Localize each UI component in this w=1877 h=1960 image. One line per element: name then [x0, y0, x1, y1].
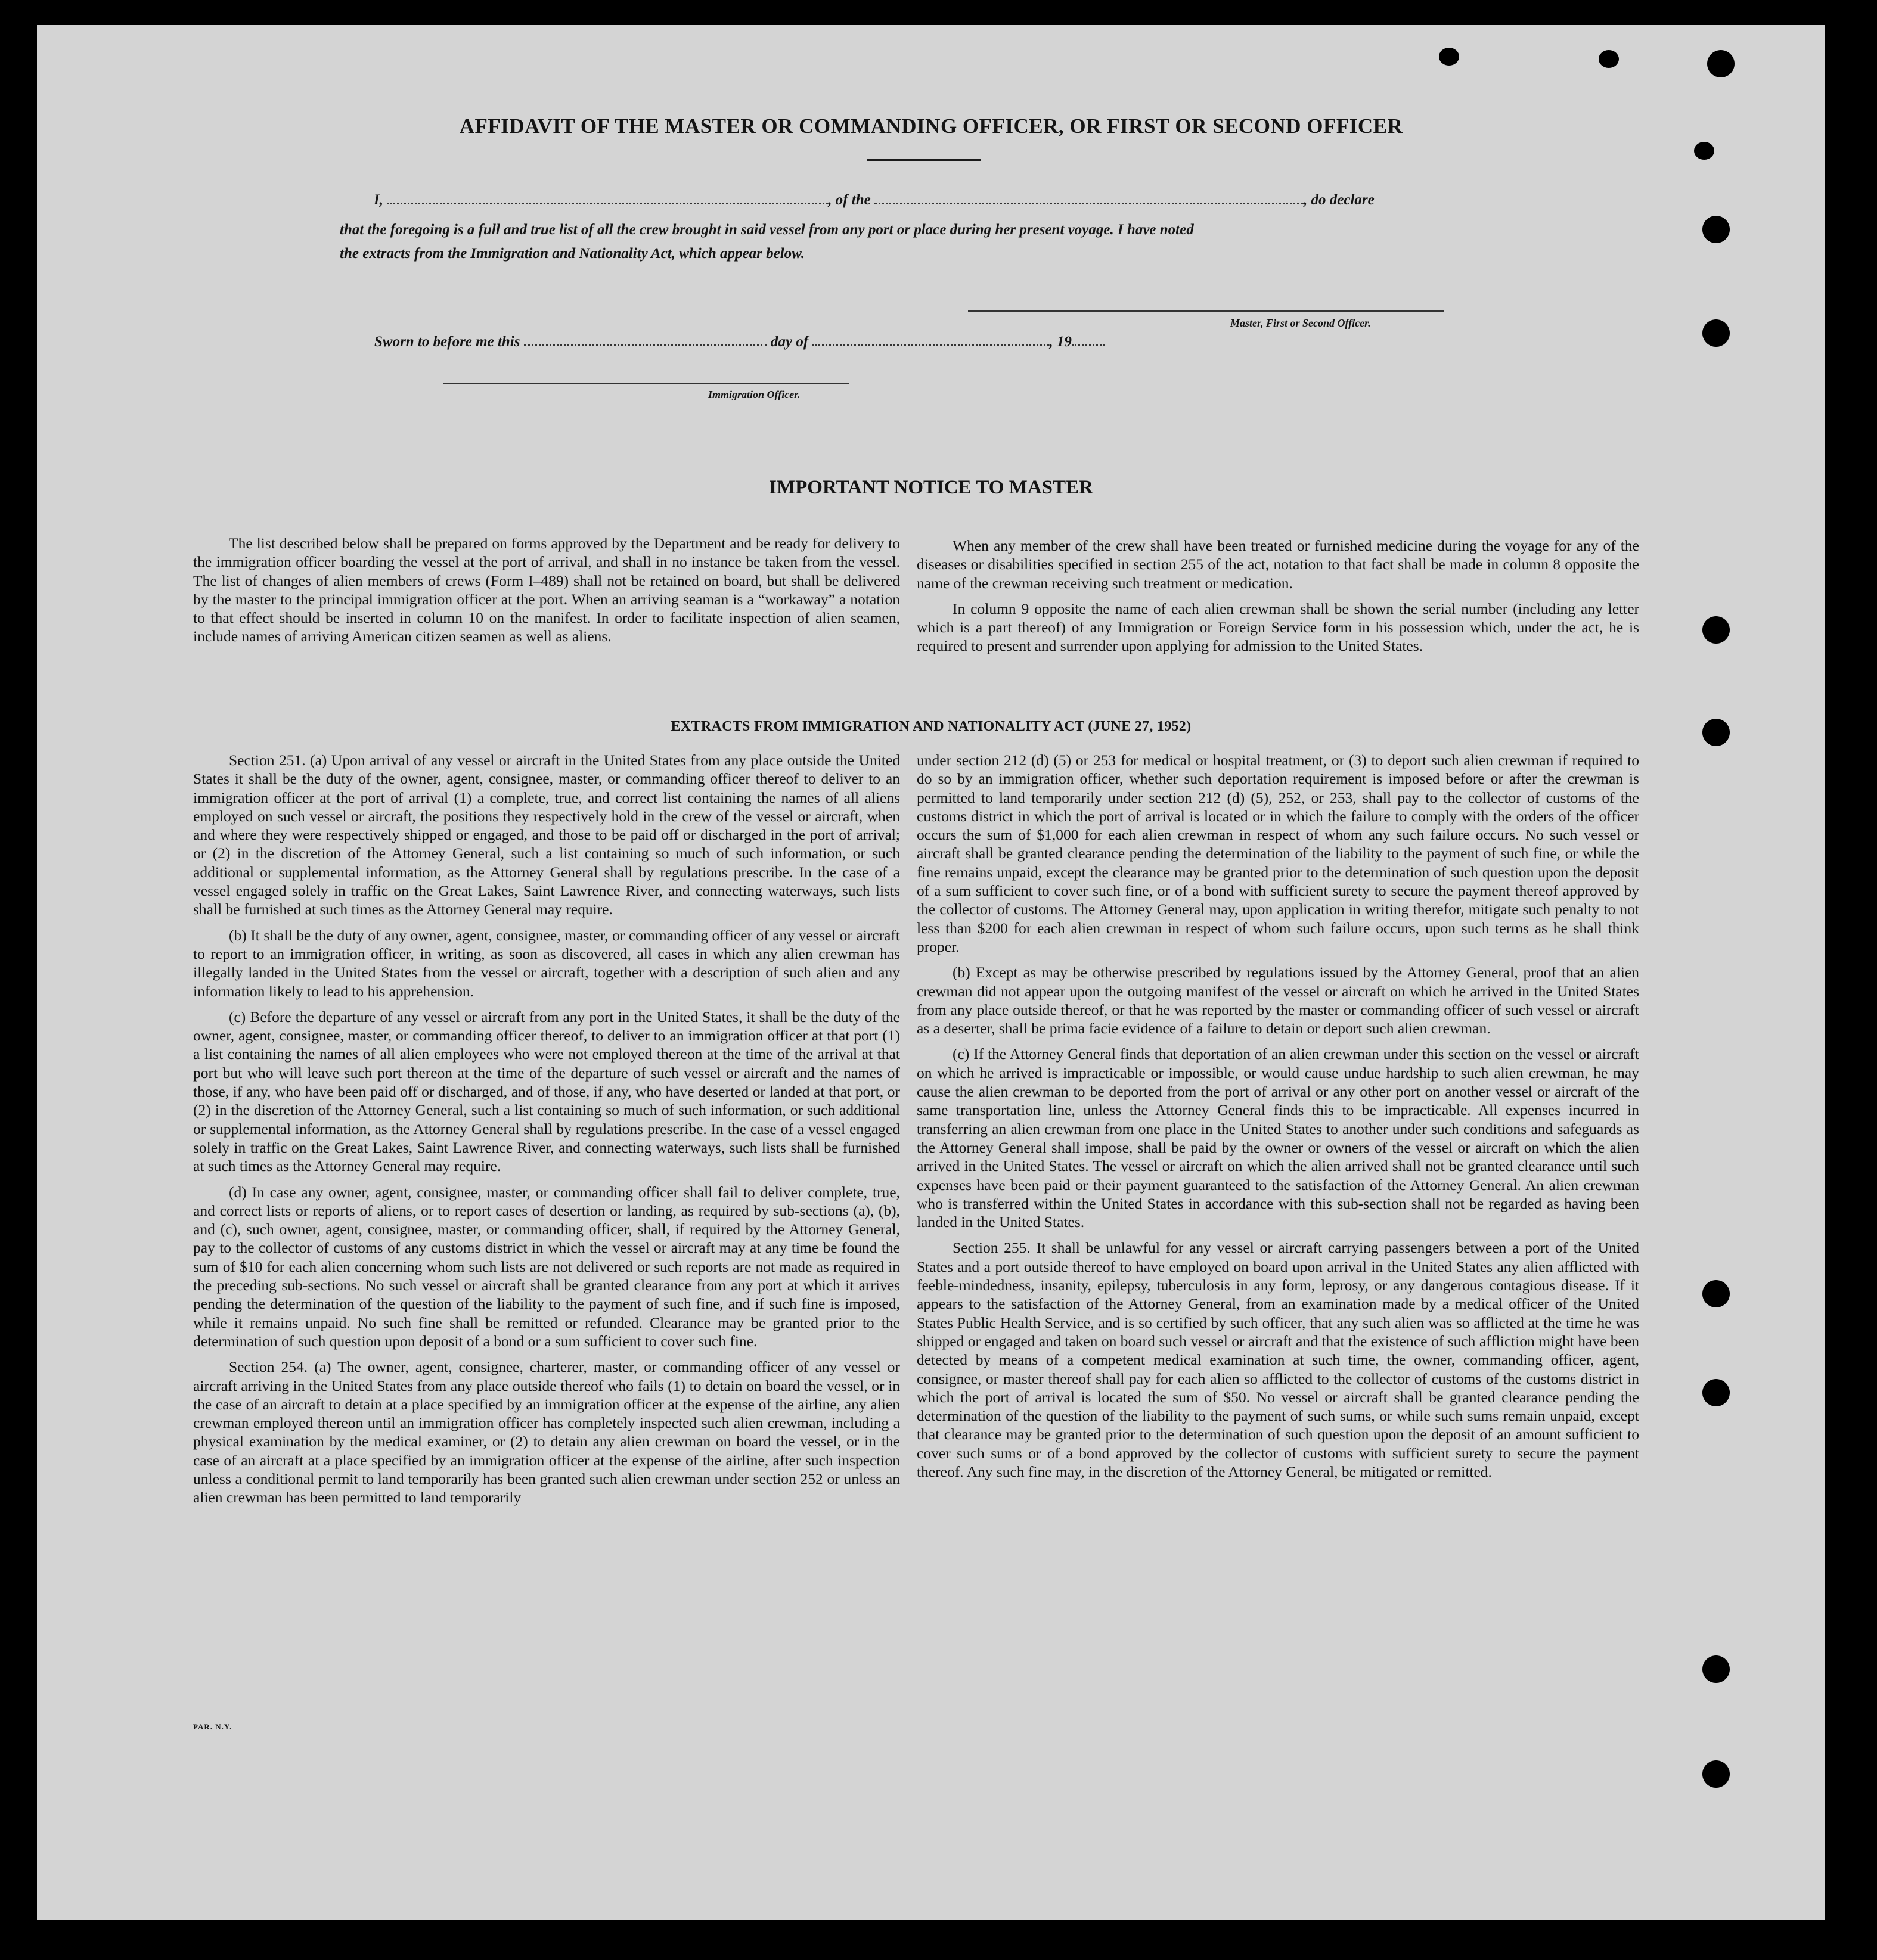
- declaration-line-1: [374, 192, 1375, 209]
- section-254-c: (c) If the Attorney General finds that deportation of an alien crewman under this section on the vessel or aircraft on which he arrived is impracticable or impossible, or would cause undue hardship to such alien crewman, he may cause the alien crewman to be deported from the port of arrival or any other port on another vessel or aircraft of the same transportation line, unless the Attorney General finds this to be impracticable. All expenses incurred in transferring an alien crewman from one place in the United States to another under such conditions and safeguards as the Attorney General shall impose, shall be paid by the owner or owners of the vessel or aircraft on which the alien arrived in the United States. The vessel or aircraft on which the alien arrived shall not be granted clearance until such expenses have been paid or their payment guaranteed to the satisfaction of the Attorney General. An alien crewman who is transferred within the United States in accordance with this sub-section shall not be regarded as having been landed in the United States.: [917, 1045, 1639, 1231]
- notice-right-column: [917, 536, 1639, 663]
- day-of-label: day of: [770, 334, 809, 350]
- officer-signature-line[interactable]: [443, 383, 849, 384]
- extracts-left-column: [193, 751, 900, 1514]
- notice-left-column: [193, 534, 900, 653]
- section-254-a: Section 254. (a) The owner, agent, consignee, charterer, master, or commanding officer of any vessel or aircraft arriving in the United States from any place outside thereof who fails (1) to detain on board the vessel, or in the case of an aircraft to detain at a place specified by an immigration officer at the expense of the airline, any alien crewman employed thereon until an immigration officer has completely inspected such alien crewman, including a physical examination by the medical examiner, or (2) to detain any alien crewman on board the vessel, or in the case of an aircraft at a place specified by an immigration officer at the expense of the airline, after such inspection unless a conditional permit to land temporarily has been granted such alien crewman under section 252 or unless an alien crewman has been permitted to land temporarily: [193, 1358, 900, 1507]
- sworn-month-field[interactable]: [812, 341, 1049, 346]
- section-251-c: (c) Before the departure of any vessel or aircraft from any port in the United States, it shall be the duty of the owner, agent, consignee, master, or commanding officer thereof, to deliver to an immigration officer at that port (1) a list containing the names of all alien employees who were not employed thereon at the time of the arrival at that port but who will leave such port thereon at the time of the departure of such vessel or aircraft and the names of those, if any, who have been paid off or discharged, and of those, if any, who have deserted or landed at that port, or (2) in the discretion of the Attorney General, such a list containing so much of such information, or such additional or supplemental information, as the Attorney General shall by regulations prescribe. In the case of a vessel engaged solely in traffic on the Great Lakes, Saint Lawrence River, and connecting waterways, such lists shall be furnished at such times as the Attorney General may require.: [193, 1008, 900, 1175]
- section-254-b: (b) Except as may be otherwise prescribed by regulations issued by the Attorney General, proof that an alien crewman did not appear upon the outgoing manifest of the vessel or aircraft on which he arrived in the United States from any place outside thereof, or that he was reported by the master or commanding officer of such vessel or aircraft as a deserter, shall be prima facie evidence of a failure to detain or deport such alien crewman.: [917, 964, 1639, 1038]
- section-251-b: (b) It shall be the duty of any owner, agent, consignee, master, or commanding officer of any vessel or aircraft to report to an immigration officer, in writing, as soon as discovered, all cases in which any alien crewman has illegally landed in the United States from the vessel or aircraft, together with a description of such alien and any information likely to lead to his apprehension.: [193, 926, 900, 1000]
- binder-hole: [1599, 50, 1619, 68]
- binder-hole: [1702, 216, 1730, 243]
- declaration-do-declare: , do declare: [1304, 192, 1375, 208]
- declaration-line-3: the extracts from the Immigration and Nationality Act, which appear below.: [340, 246, 805, 262]
- binder-hole: [1702, 616, 1730, 644]
- binder-hole: [1702, 1760, 1730, 1788]
- binder-hole: [1702, 1379, 1730, 1406]
- binder-hole: [1439, 48, 1459, 66]
- binder-hole: [1702, 319, 1730, 347]
- form-page: [37, 25, 1825, 1920]
- declaration-i: I,: [374, 192, 383, 208]
- sworn-day-field[interactable]: [524, 341, 767, 346]
- binder-hole: [1694, 142, 1714, 160]
- section-251-d: (d) In case any owner, agent, consignee, master, or commanding officer shall fail to deliver complete, true, and correct lists or reports of aliens, or to report cases of desertion or landing, as required by sub-sections (a), (b), and (c), such owner, agent, consignee, master, or commanding officer, shall, if required by the Attorney General, pay to the collector of customs of any customs district in which the vessel or aircraft may at any time be found the sum of $10 for each alien concerning whom such lists are not delivered or such reports are not made as required in the preceding sub-sections. No such vessel or aircraft shall be granted clearance from any port at which it arrives pending the determination of the question of the liability to the payment of such fine, and if such fine is imposed, while it remains unpaid. No such fine shall be remitted or refunded. Clearance may be granted prior to the determination of such question upon deposit of a bond or a sum sufficient to cover such fine.: [193, 1183, 900, 1350]
- officer-caption: Immigration Officer.: [708, 389, 801, 400]
- master-signature-line[interactable]: [968, 310, 1444, 312]
- year-label: , 19: [1049, 334, 1072, 350]
- extracts-heading: EXTRACTS FROM IMMIGRATION AND NATIONALITY ACT (JUNE 27, 1952): [671, 719, 1192, 734]
- sworn-year-field[interactable]: [1072, 341, 1105, 346]
- section-255: Section 255. It shall be unlawful for any vessel or aircraft carrying passengers between a port of the United States and a port outside thereof to have employed on board upon arrival in the United States any alien afflicted with feeble-mindedness, insanity, epilepsy, tuberculosis in any form, leprosy, or any dangerous contagious disease. If it appears to the satisfaction of the Attorney General, from an examination made by a medical officer of the United States Public Health Service, and is so certified by such officer, that any such alien was so afflicted at the time he was shipped or engaged and taken on board such vessel or aircraft and that the existence of such affliction might have been detected by means of a competent medical examination at such time, the owner, commanding officer, agent, consignee, or master thereof shall pay for each alien so afflicted to the collector of customs of the customs district in which the port of arrival is located the sum of $50. No vessel or aircraft shall be granted clearance pending the determination of the question of the liability to the payment of such sums, or while such sums remain unpaid, except that clearance may be granted prior to the determination of such question upon the deposit of an amount sufficient to cover such sums or of a bond approved by the collector of customs with sufficient surety to secure the payment thereof. Any such fine may, in the discretion of the Attorney General, be mitigated or remitted.: [917, 1239, 1639, 1480]
- declaration-of-the: , of the: [828, 192, 871, 208]
- binder-hole: [1702, 1280, 1730, 1307]
- vessel-field[interactable]: [874, 199, 1304, 204]
- section-251-a: Section 251. (a) Upon arrival of any vessel or aircraft in the United States from any place outside the United States it shall be the duty of the owner, agent, consignee, master, or commanding officer thereof to deliver to an immigration officer at the port of arrival (1) a complete, true, and correct list containing the names of all aliens employed on such vessel or aircraft, the positions they respectively hold in the crew of the vessel or aircraft, when and where they were respectively shipped or engaged, and those to be paid off or discharged in the port of arrival; or (2) in the discretion of the Attorney General, such a list containing so much of such information, or such additional or supplemental information, as the Attorney General shall by regulations prescribe. In the case of a vessel engaged solely in traffic on the Great Lakes, Saint Lawrence River, and connecting waterways, such lists shall be furnished at such times as the Attorney General may require.: [193, 751, 900, 918]
- notice-heading: IMPORTANT NOTICE TO MASTER: [769, 477, 1093, 498]
- title-rule: [867, 159, 981, 161]
- declaration-line-2: that the foregoing is a full and true list of all the crew brought in said vessel from any port or place during her present voyage. I have noted: [340, 222, 1194, 238]
- notice-right-paragraph-2: In column 9 opposite the name of each alien crewman shall be shown the serial number (including any letter which is a part thereof) of any Immigration or Foreign Service form in his possession which, under the act, he is required to present and surrender upon applying for admission to the United States.: [917, 600, 1639, 655]
- affidavit-title: AFFIDAVIT OF THE MASTER OR COMMANDING OFFICER, OR FIRST OR SECOND OFFICER: [459, 114, 1403, 138]
- binder-hole: [1707, 50, 1735, 77]
- binder-hole: [1702, 1655, 1730, 1683]
- notice-right-paragraph-1: When any member of the crew shall have been treated or furnished medicine during the voyage for any of the diseases or disabilities specified in section 255 of the act, notation to that fact shall be made in column 8 opposite the name of the crewman receiving such treatment or medication.: [917, 537, 1639, 592]
- notice-left-paragraph: The list described below shall be prepared on forms approved by the Department and be ready for delivery to the immigration officer boarding the vessel at the port of arrival, and shall in no instance be taken from the vessel. The list of changes of alien members of crews (Form I–489) shall not be retained on board, but shall be delivered by the master to the principal immigration officer at the port. When an arriving seaman is a “workaway” a notation to that effect should be inserted in column 10 on the manifest. In order to facilitate inspection of alien seamen, include names of arriving American citizen seamen as well as aliens.: [193, 535, 900, 645]
- sworn-before-label: Sworn to before me this: [374, 334, 520, 350]
- section-254-a-continued: under section 212 (d) (5) or 253 for medical or hospital treatment, or (3) to deport such alien crewman if required to do so by an immigration officer, whether such deportation requirement is imposed before or after the crewman is permitted to land temporarily under section 212 (d) (5), 252, or 253, shall pay to the collector of customs of the customs district in which the port of arrival is located or in which the failure to comply with the orders of the officer occurs the sum of $1,000 for each alien crewman in respect of whom any such failure occurs. No such vessel or aircraft shall be granted clearance pending the determination of the liability to the payment of such fine, or while the fine remains unpaid, except the clearance may be granted prior to the determination of such question upon the deposit of a sum sufficient to cover such fine, or of a bond with sufficient surety to secure the payment thereof approved by the collector of customs. The Attorney General may, upon application in writing therefor, mitigate such penalty to not less than $200 for each alien crewman in respect of whom such failure occurs, upon such terms as he shall think proper.: [917, 751, 1639, 955]
- master-signature-caption: Master, First or Second Officer.: [1230, 317, 1371, 329]
- extracts-right-column: [917, 751, 1639, 1488]
- name-field[interactable]: [387, 199, 828, 204]
- printer-mark: PAR. N.Y.: [193, 1722, 232, 1731]
- sworn-line: [374, 334, 1105, 350]
